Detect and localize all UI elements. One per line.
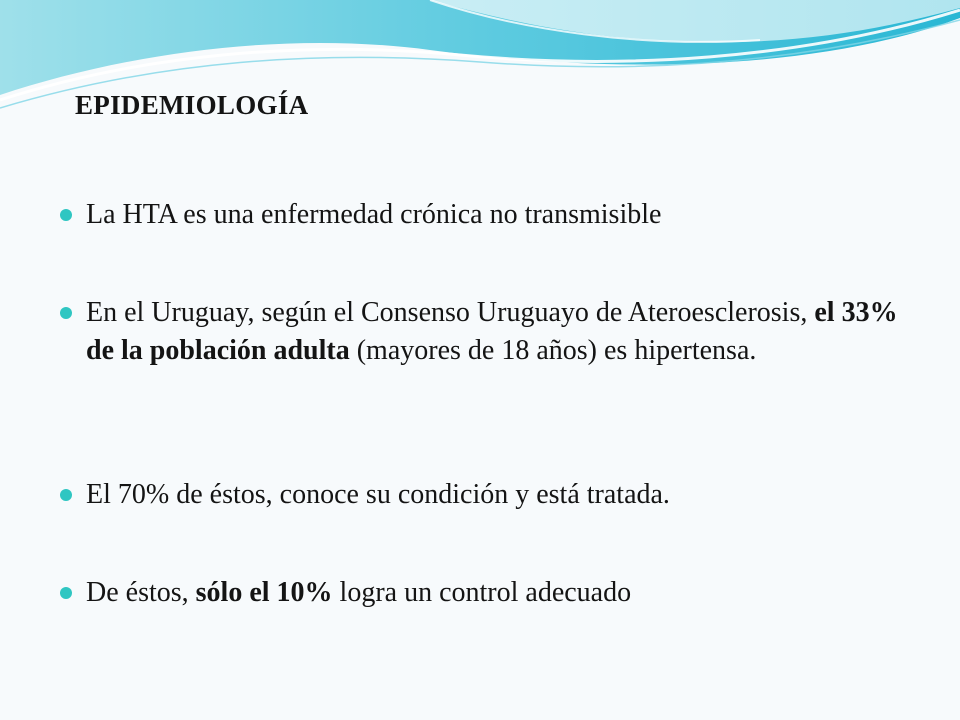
bullet-text: [86, 196, 906, 234]
bullet-run: En el Uruguay, según el Consenso Uruguayo de Ateroesclerosis,: [86, 297, 815, 328]
bullet-text: [86, 476, 906, 514]
bullet-run: logra un control adecuado: [332, 577, 632, 608]
bullet-run: El 70% de éstos, conoce su condición y está tratada.: [86, 479, 670, 510]
bullet-emphasis: sólo el 10%: [195, 577, 333, 608]
bullet-run: De éstos,: [86, 577, 196, 608]
slide-title: EPIDEMIOLOGÍA: [75, 90, 309, 120]
bullet-run: (mayores de 18 años) es hipertensa.: [349, 335, 757, 366]
bullet-dot-icon: [60, 209, 72, 221]
bullet-text: [86, 294, 906, 370]
bullet-run: La HTA es una enfermedad crónica no transmisible: [86, 199, 662, 230]
bullet-dot-icon: [60, 489, 72, 501]
bullet-text: [86, 574, 906, 612]
bullet-dot-icon: [60, 307, 72, 319]
bullet-emphasis: el 33% de la población adulta: [86, 297, 898, 366]
bullet-dot-icon: [60, 587, 72, 599]
